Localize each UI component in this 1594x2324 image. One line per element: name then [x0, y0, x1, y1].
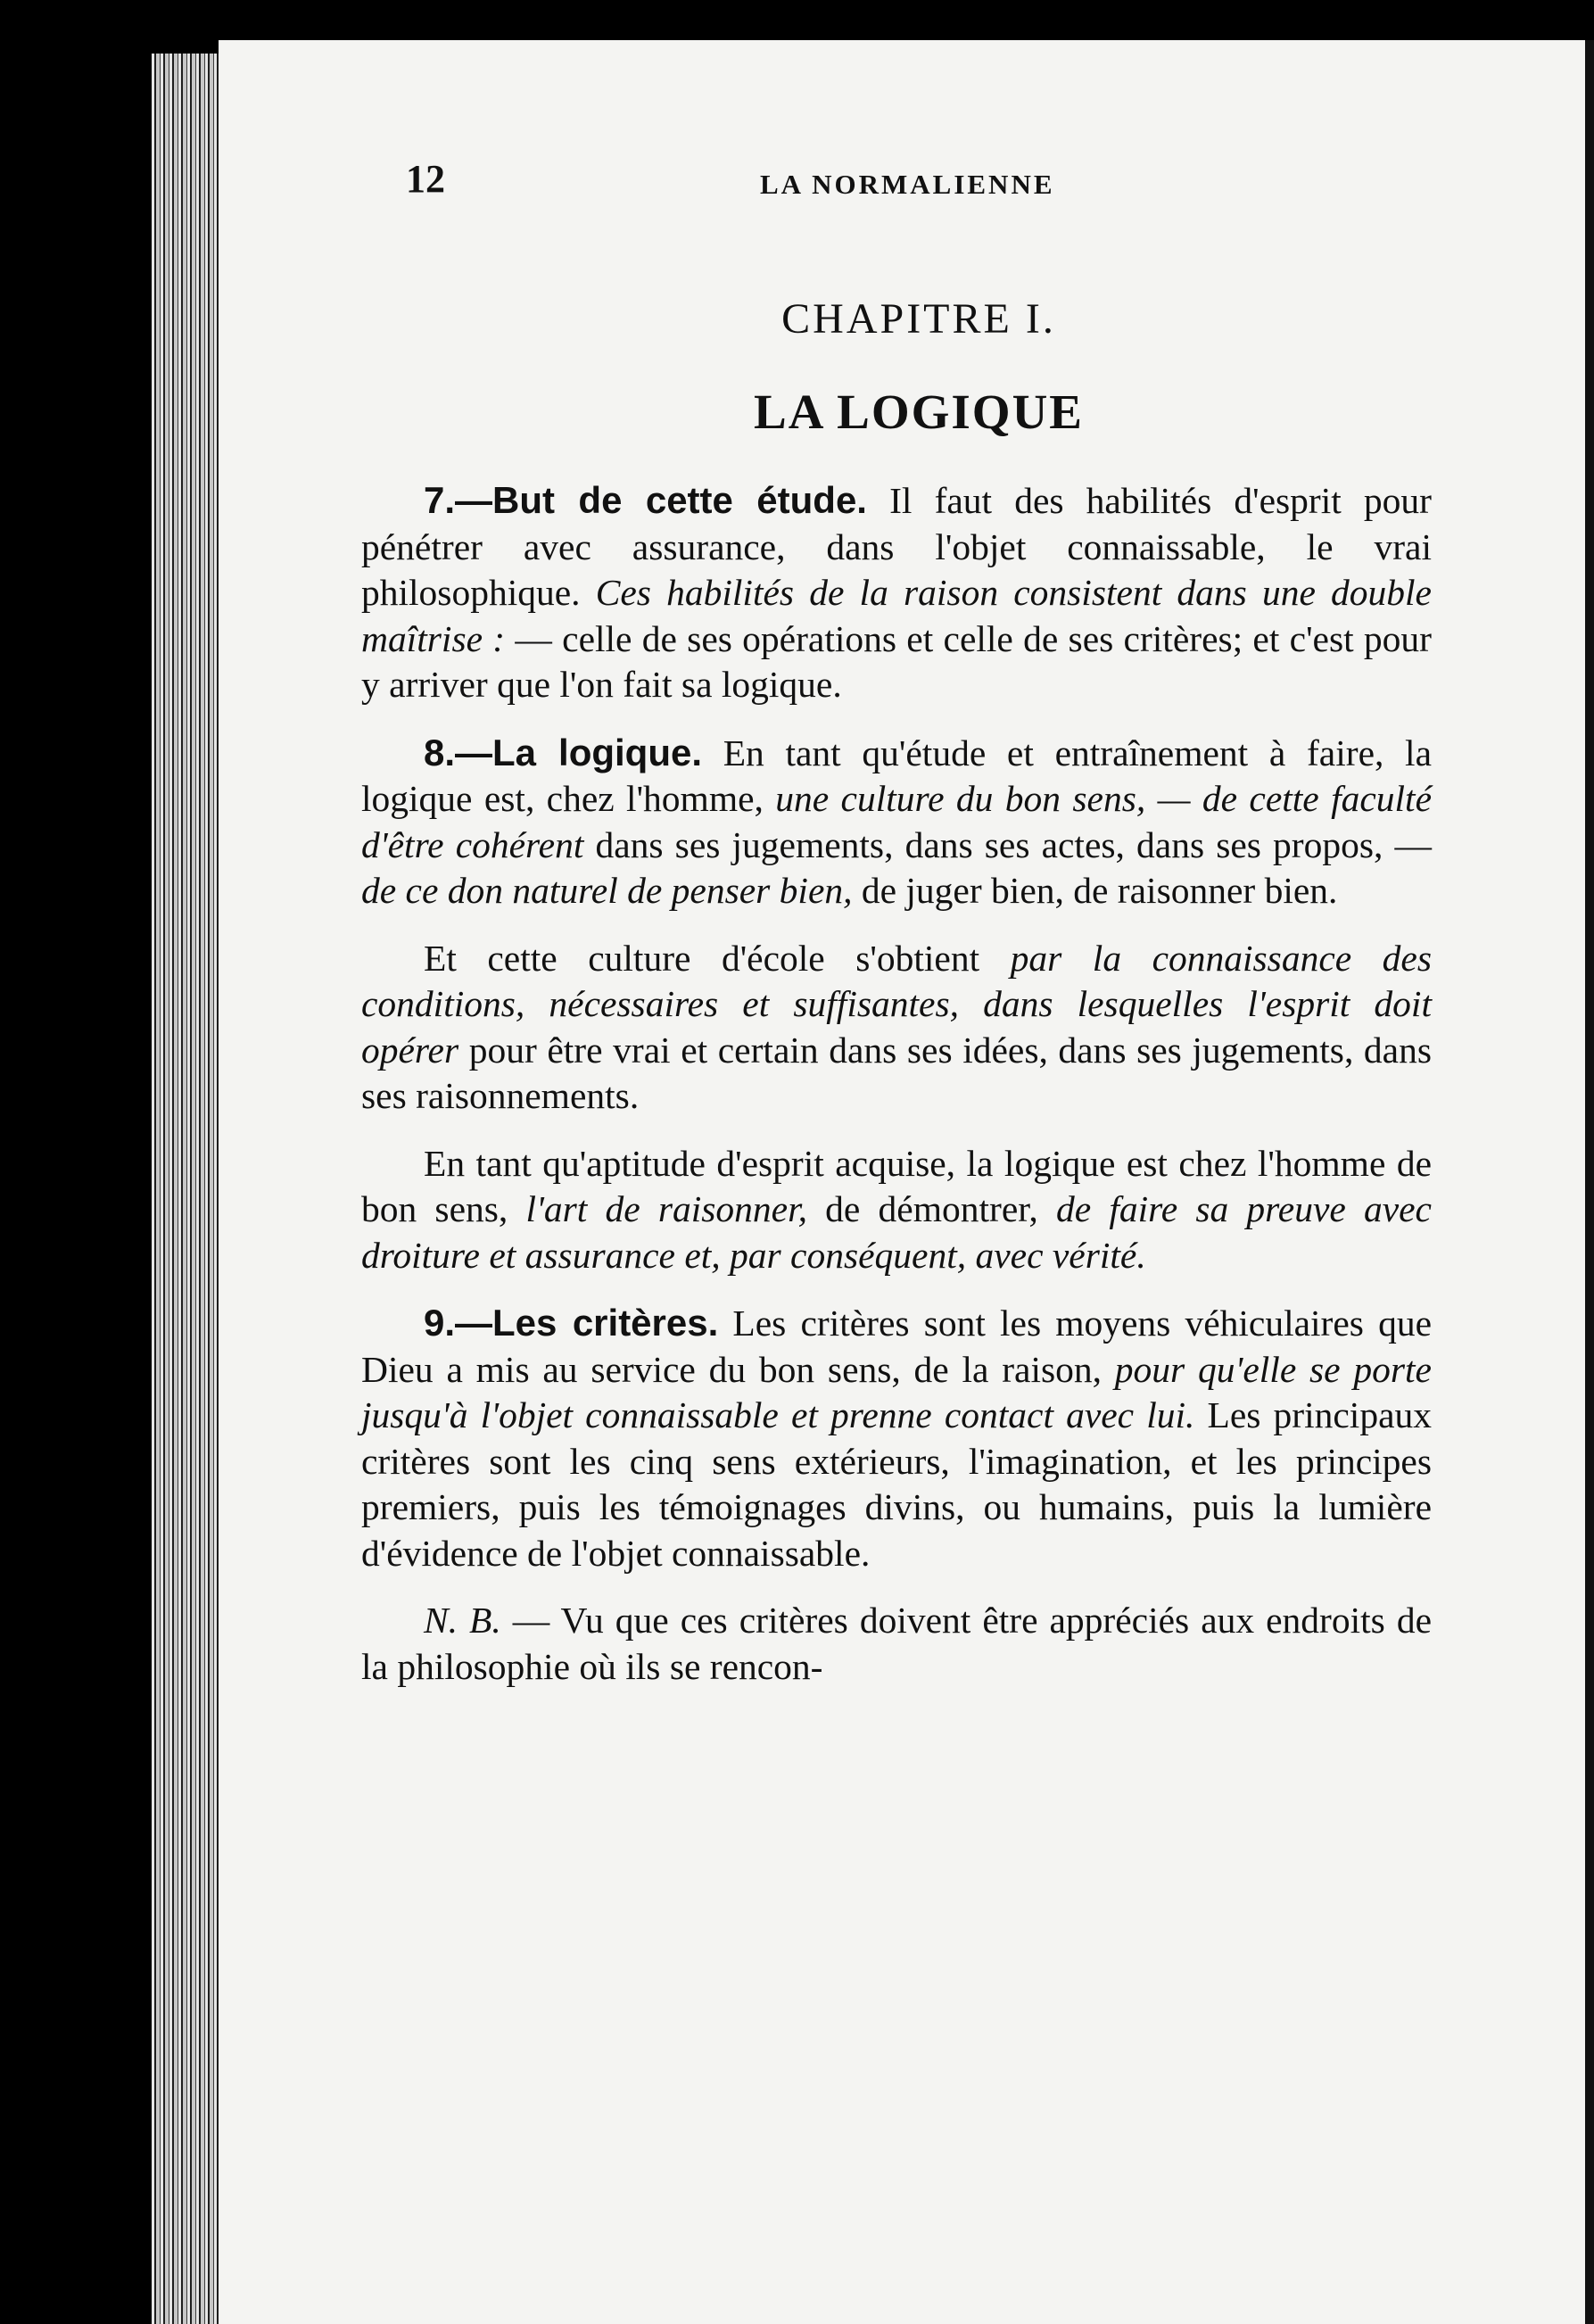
- paragraph-aptitude: En tant qu'aptitude d'esprit acquise, la logique est chez l'homme de bon sens, l'art de raisonner, de démontrer, de faire sa preuve avec droiture et assurance et, par conséquent, avec vérité.: [361, 1142, 1432, 1276]
- section-heading: 7.—But de cette étude.: [424, 479, 867, 521]
- right-border: [1585, 40, 1594, 2324]
- chapter-title: LA LOGIQUE: [754, 385, 1084, 439]
- page-edges: [152, 54, 223, 2324]
- section-heading: 9.—Les critères.: [424, 1302, 719, 1344]
- body-text: [361, 477, 1432, 1711]
- section-9: 9.—Les critères. Les critères sont les moyens véhiculaires que Dieu a mis au service du bon sens, de la raison, pour qu'elle se porte jusqu'à l'objet connaissable et prenne contact avec lui. Les principaux critères sont les cinq sens extérieurs, l'imagination, et les principes premiers, puis les témoignages divins, ou humains, puis la lumière d'évidence de l'objet connaissable.: [361, 1302, 1433, 1574]
- nb-label: N. B.: [424, 1600, 501, 1641]
- running-title: LA NORMALIENNE: [760, 169, 1055, 200]
- section-heading: 8.—La logique.: [424, 731, 703, 773]
- page-header: [406, 156, 1298, 210]
- nota-bene: N. B. — Vu que ces critères doivent être appréciés aux endroits de la philosophie où ils se rencon-: [361, 1600, 1433, 1687]
- paragraph-culture: Et cette culture d'école s'obtient par la connaissance des conditions, nécessaires et suffisantes, dans lesquelles l'esprit doit opérer pour être vrai et certain dans ses idées, dans ses jugements, dans ses raisonnements.: [361, 937, 1432, 1116]
- section-7: 7.—But de cette étude. Il faut des habilités d'esprit pour pénétrer avec assurance, dans l'objet connaissable, le vrai philosophique. Ces habilités de la raison consistent dans une double maîtrise : — celle de ses opérations et celle de ses critères; et c'est pour y arriver que l'on fait sa logique.: [361, 479, 1432, 705]
- chapter-label: CHAPITRE I.: [781, 295, 1056, 343]
- section-8: 8.—La logique. En tant qu'étude et entraînement à faire, la logique est, chez l'homme, une culture du bon sens, — de cette faculté d'être cohérent dans ses jugements, dans ses actes, dans ses propos, — de ce don naturel de penser bien, de juger bien, de raisonner bien.: [361, 731, 1433, 911]
- page-number: 12: [406, 157, 445, 201]
